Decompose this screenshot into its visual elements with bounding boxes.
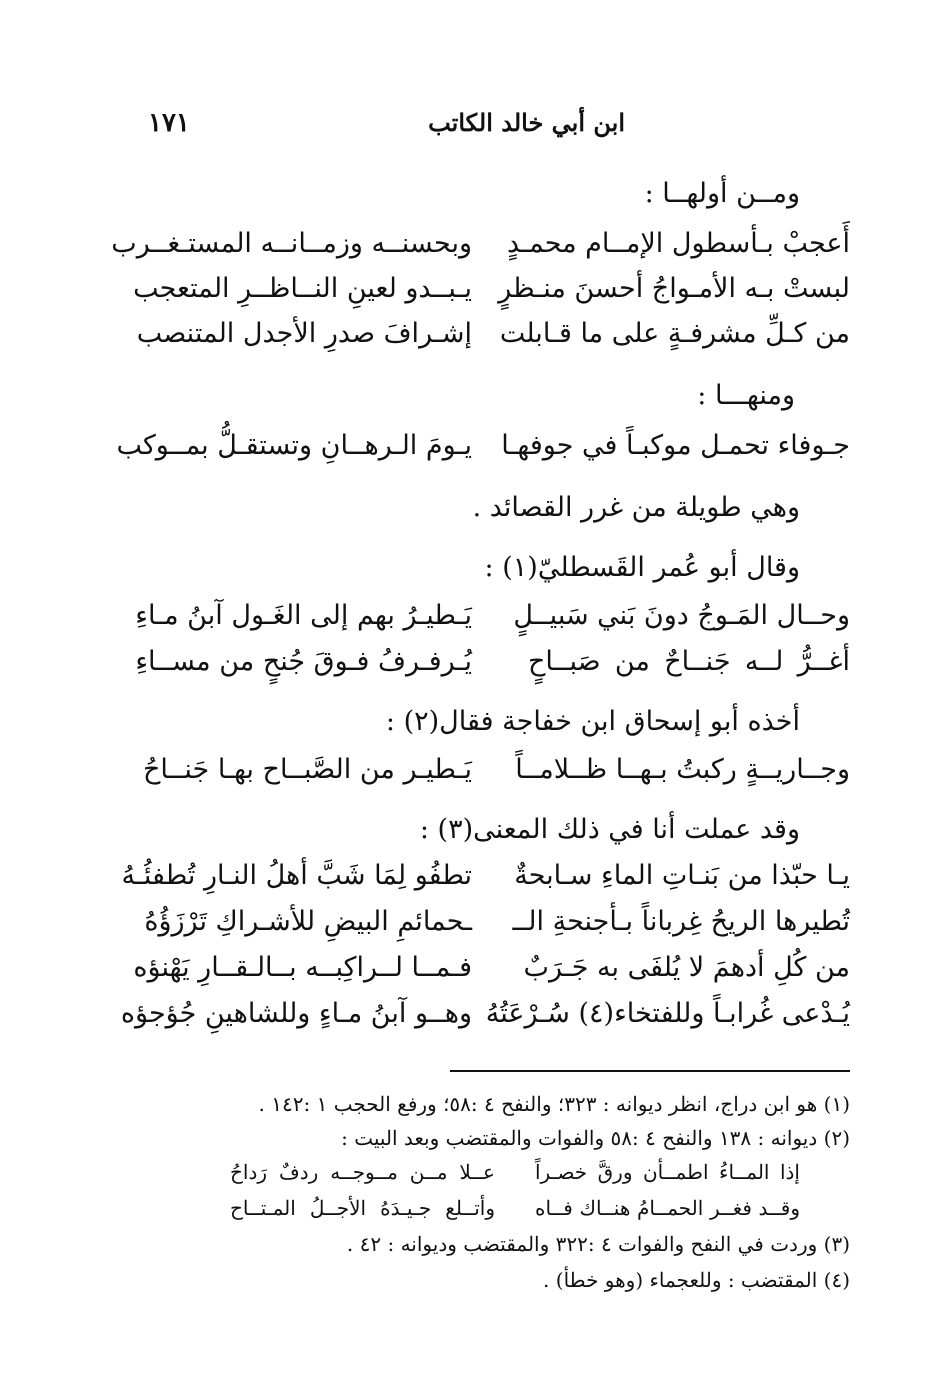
second-hemistich: يَـطيـرُ بهم إلى الغَـول آبنُ مـاءِ (135, 600, 472, 631)
first-hemistich: وحــال المَـوجُ دونَ بَني سَبيــلٍ (513, 600, 850, 631)
second-hemistich: عــلا مــن مــوجــه ردفٌ رَداحُ (230, 1160, 495, 1184)
second-hemistich: يُـرفـرفُ فـوقَ جُنحٍ من مســاءِ (135, 646, 472, 677)
intro-line: وقد عملت أنا في ذلك المعنى(٣) : (419, 814, 800, 845)
verse-line (136, 318, 850, 362)
first-hemistich: يـا حبّذا من بَنـاتِ الماءِ سـابحةٌ (514, 860, 850, 891)
intro-line: وقال أبو عُمر القَسطليّ(١) : (484, 552, 800, 583)
footnote-verse (230, 1196, 800, 1228)
running-title: ابن أبي خالد الكاتب (428, 108, 625, 137)
verse-line (135, 600, 850, 644)
intro-line: ومــن أولهــا : (644, 178, 800, 209)
verse-line (144, 906, 850, 950)
first-hemistich: يُـدْعى غُرابـاً وللفتخاء(٤) سُـرْعَتُهُ (485, 998, 850, 1029)
first-hemistich: لبستْ بـه الأمـواجُ أحسنَ منـظرٍ (498, 273, 850, 304)
second-hemistich: يـومَ الـرهــانِ وتستقـلُّ بمــوكب (116, 430, 472, 461)
second-hemistich: وبحسنــه وزمــانــه المستـغــرب (111, 228, 472, 259)
first-hemistich: وجــاريــةٍ ركبتُ بـهــا ظــلامــاً (515, 754, 850, 785)
footnote: (٤) المقتضب : وللعجماء (وهو خطأ) . (543, 1268, 850, 1292)
verse-line (111, 228, 850, 272)
verse-line (142, 754, 850, 798)
page-header (140, 108, 855, 148)
second-hemistich: وأتــلع جـيـدَهُ الأجــلُ المـتــاح (230, 1196, 495, 1220)
intro-line: أخذه أبو إسحاق ابن خفاجة فقال(٢) : (385, 706, 800, 737)
prose-note: وهي طويلة من غرر القصائد . (472, 492, 800, 523)
footnote-divider (450, 1070, 850, 1072)
second-hemistich: تطفُو لِمَا شَبَّ أهلُ النـارِ تُطفئُـهُ (121, 860, 472, 891)
first-hemistich: أَعجبْ بـأسطول الإمــام محمـدٍ (507, 228, 850, 259)
second-hemistich: يـبــدو لعينِ النــاظــرِ المتعجب (133, 273, 472, 304)
first-hemistich: أغــرُّ لــه جَنــاحٌ من صَبــاحٍ (528, 646, 850, 677)
page-number: ١٧١ (148, 108, 190, 138)
first-hemistich: من كُلِ أدهمَ لا يُلفَى به جَـرَبٌ (523, 952, 850, 983)
second-hemistich: يَـطيـر من الصَّبــاح بهـا جَنــاحُ (142, 754, 472, 785)
footnote: (٢) ديوانه : ١٣٨ والنفح ٤ :٥٨ والفوات والمقتضب وبعد البيت : (341, 1126, 850, 1150)
verse-line (133, 273, 850, 317)
verse-line (116, 430, 850, 474)
second-hemistich: فـمــا لــراكِبــه بــالـقــارِ يَهْنؤه (133, 952, 472, 983)
footnote: (١) هو ابن دراج، انظر ديوانه : ٣٢٣؛ والنفح ٤ :٥٨؛ ورفع الحجب ١ :١٤٢ . (258, 1092, 850, 1116)
footnote-verse (230, 1160, 800, 1192)
verse-line (120, 998, 850, 1042)
first-hemistich: من كـلِّ مشرفـةٍ على ما قـابلت (499, 318, 850, 349)
second-hemistich: وهــو آبنُ مـاءٍ وللشاهينِ جُؤجؤه (120, 998, 472, 1029)
verse-line (133, 952, 850, 996)
intro-line: ومنهـــا : (697, 380, 795, 411)
second-hemistich: إشـرافَ صدرِ الأجدل المتنصب (136, 318, 472, 349)
footnote: (٣) وردت في النفح والفوات ٤ :٣٢٢ والمقتضب وديوانه : ٤٢ . (346, 1232, 850, 1256)
first-hemistich: جـوفاء تحمـل موكبـاً في جوفهـا (501, 430, 850, 461)
verse-line (135, 646, 850, 690)
first-hemistich: إذا المــاءُ اطمــأن ورقَّ خصـراً (535, 1160, 800, 1184)
second-hemistich: ـحمائمِ البيضِ للأشـراكِ تَرْزَؤُهُ (144, 906, 472, 937)
first-hemistich: وقــد فغــر الحمــامُ هنــاك فــاه (535, 1196, 800, 1220)
first-hemistich: تُطيرها الريحُ غِرباناً بـأجنحةِ الــ (512, 906, 850, 937)
verse-line (121, 860, 850, 904)
